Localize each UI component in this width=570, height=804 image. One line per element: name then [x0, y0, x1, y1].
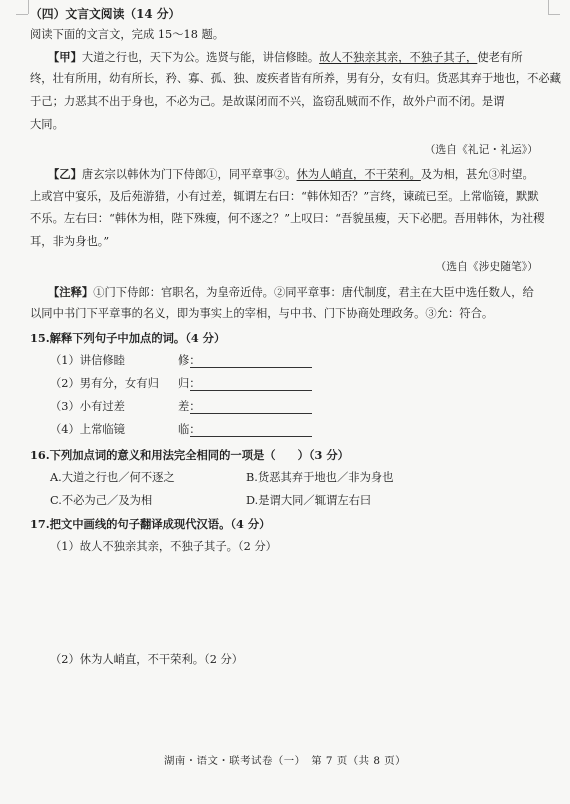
crop-mark-left-h: [16, 14, 28, 15]
passage-b-underlined: 休为人峭直，不干荣利。: [296, 168, 421, 181]
passage-a-label: 【甲】: [48, 50, 82, 64]
q16-option-b: B.货恶其弃于地也／非为身也: [246, 471, 394, 484]
q15-item-3-answer-line[interactable]: [190, 413, 312, 414]
crop-mark-left: [28, 0, 29, 14]
notes-line-1: 【注释】①门下侍郎：官职名，为皇帝近侍。②同平章事：唐代制度，君主在大臣中选任数人，给: [48, 285, 534, 299]
q15-item-3-label: 差：: [178, 400, 201, 413]
q16-option-a: A.大道之行也／何不逐之: [50, 471, 175, 484]
q15-stem: 15.解释下列句子中加点的词。（4 分）: [30, 331, 226, 345]
q16-option-d: D.是谓大同／辄谓左右曰: [246, 494, 372, 507]
page-footer: 湖南・语文・联考试卷（一） 第 7 页（共 8 页）: [163, 755, 407, 767]
q15-item-4-answer-line[interactable]: [190, 436, 312, 437]
passage-a-line-2: 终，壮有所用，幼有所长，矜、寡、孤、独、废疾者皆有所养，男有分，女有归。货恶其弃于地也，不必藏: [30, 72, 561, 85]
q15-item-4: （4）上常临镜: [50, 423, 125, 436]
q17-stem: 17.把文中画线的句子翻译成现代汉语。（4 分）: [30, 517, 271, 531]
section-title: （四）文言文阅读（14 分）: [30, 7, 181, 21]
q15-item-1: （1）讲信修睦: [50, 354, 125, 367]
passage-b-line-2: 上或宫中宴乐，及后苑游猎，小有过差，辄谓左右曰：“韩休知否？”言终，谏疏已至。上常临镜，默默: [30, 190, 539, 203]
passage-b-line-3: 不乐。左右曰：“韩休为相，陛下殊瘦，何不逐之？”上叹曰：“吾貌虽瘦，天下必肥。吾用韩休，为社稷: [30, 212, 545, 225]
notes-line-2: 以同中书门下平章事的名义，即为事实上的宰相，与中书、门下协商处理政务。③允：符合。: [30, 307, 494, 320]
q15-item-3: （3）小有过差: [50, 400, 125, 413]
passage-b-source: （选自《涉史随笔》）: [435, 260, 538, 273]
passage-b-label: 【乙】: [48, 167, 82, 181]
passage-a-source: （选自《礼记・礼运》）: [424, 143, 538, 156]
q15-item-4-label: 临：: [178, 423, 201, 436]
q17-sub-1: （1）故人不独亲其亲，不独子其子。（2 分）: [50, 540, 277, 553]
notes-label: 【注释】: [48, 285, 94, 299]
q15-item-2: （2）男有分，女有归: [50, 377, 159, 390]
passage-a-underlined: 故人不独亲其亲，不独子其子，: [319, 51, 478, 64]
instruction: 阅读下面的文言文，完成 15～18 题。: [30, 28, 225, 41]
passage-a-line-3: 于己；力恶其不出于身也，不必为己。是故谋闭而不兴，盗窃乱贼而不作，故外户而不闭。是谓: [30, 95, 505, 108]
passage-a-line-4: 大同。: [30, 118, 64, 131]
q16-stem: 16.下列加点词的意义和用法完全相同的一项是（ ）（3 分）: [30, 448, 349, 462]
q16-option-c: C.不必为己／及为相: [50, 494, 153, 507]
passage-b-line-1: 【乙】唐玄宗以韩休为门下侍郎①，同平章事②。休为人峭直，不干荣利。及为相，甚允③时望。: [48, 167, 534, 181]
passage-a-line-1: 【甲】大道之行也，天下为公。选贤与能，讲信修睦。故人不独亲其亲，不独子其子，使老有所: [48, 50, 523, 64]
q15-item-1-label: 修：: [178, 354, 201, 367]
q15-item-2-answer-line[interactable]: [190, 390, 312, 391]
passage-b-line-4: 耳，非为身也。”: [30, 235, 110, 248]
q17-sub-2: （2）休为人峭直，不干荣利。（2 分）: [50, 653, 244, 666]
q15-item-2-label: 归：: [178, 377, 201, 390]
q15-item-1-answer-line[interactable]: [190, 367, 312, 368]
